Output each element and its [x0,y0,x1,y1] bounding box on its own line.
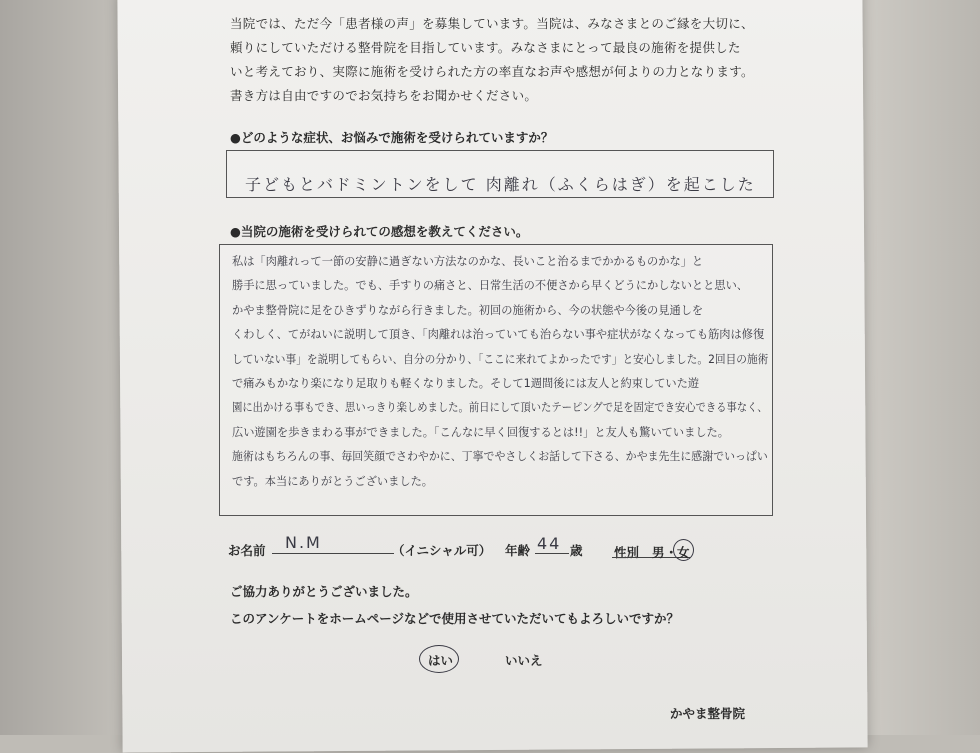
age-label: 年齢 [505,543,531,558]
consent-yes-circle [419,645,459,673]
age-suffix: 歳 [570,543,583,558]
answer-line: かやま整骨院に足をひきずりながら行きました。初回の施術から、今の状態や今後の見通しを [232,303,704,317]
gender-male: 男 [652,545,665,560]
intro-line: 当院では、ただ今「患者様の声」を募集しています。当院は、みなさまとのご縁を大切に、 [230,16,754,31]
answer-line: 広い遊園を歩きまわる事ができました。「こんなに早く回復するとは!!」と友人も驚いていました。 [232,425,729,439]
name-label: お名前 [228,543,266,558]
answer-line: 園に出かける事もでき、思いっきり楽しめました。前日にして頂いたテーピングで足を固定でき安心できる事なく、 [232,401,768,415]
name-value: N.M [285,533,322,552]
answer-line: 私は「肉離れって一節の安静に過ぎない方法なのかな、長いこと治るまでかかるものかな」と [232,255,704,268]
age-underline [535,553,569,554]
age-value: 44 [537,534,562,553]
gender-female[interactable]: 女 [677,545,690,560]
answer-line: で痛みもかなり楽になり足取りも軽くなりました。そして1週間後には友人と約束していた遊 [232,377,700,391]
intro-line: いと考えており、実際に施術を受けられた方の率直なお声や感想が何よりの力となります。 [230,64,754,79]
clinic-name: かやま整骨院 [670,706,746,721]
intro-line: 書き方は自由ですのでお気持ちをお聞かせください。 [230,88,538,103]
female-selected-circle [673,539,694,561]
thanks-line: ご協力ありがとうございました。 [230,584,418,599]
answer-line: 施術はもちろんの事、毎回笑顔でさわやかに、丁寧でやさしくお話して下さる、かやま先生に感謝でいっぱい [232,450,768,464]
answer-symptoms: 子どもとバドミントンをして 肉離れ（ふくらはぎ）を起こした [245,175,756,194]
intro-line: 頼りにしていただける整骨院を目指しています。みなさまにとって最良の施術を提供した [230,40,741,55]
answer-line: です。本当にありがとうございました。 [232,474,434,488]
gender-separator: ・ [665,545,678,560]
answer-line: していない事」を説明してもらい、自分の分かり、「ここに来れてよかったです」と安心しました。2回目の施術 [232,352,769,366]
intro-paragraph [230,12,790,108]
answer-impressions [232,250,772,494]
answer-line: くわしく、てがねいに説明して頂き、「肉離れは治っていても治らない事や症状がなくなっても筋肉は修復 [232,328,765,342]
background-right [850,0,980,735]
background-left [0,0,135,735]
question-impressions: ●当院の施術を受けられての感想を教えてください。 [230,224,529,239]
name-underline [272,553,394,554]
consent-yes[interactable]: はい [428,653,454,668]
gender-label: 性別 [614,545,640,560]
name-suffix: （イニシャル可） [392,543,492,558]
consent-question: このアンケートをホームページなどで使用させていただいてもよろしいですか？ [230,611,680,626]
consent-no[interactable]: いいえ [505,653,543,668]
question-symptoms: ●どのような症状、お悩みで施術を受けられていますか？ [230,130,554,145]
answer-line: 勝手に思っていました。でも、手すりの痛さと、日常生活の不便さから早くどうにかしないとと思い、 [232,279,749,293]
